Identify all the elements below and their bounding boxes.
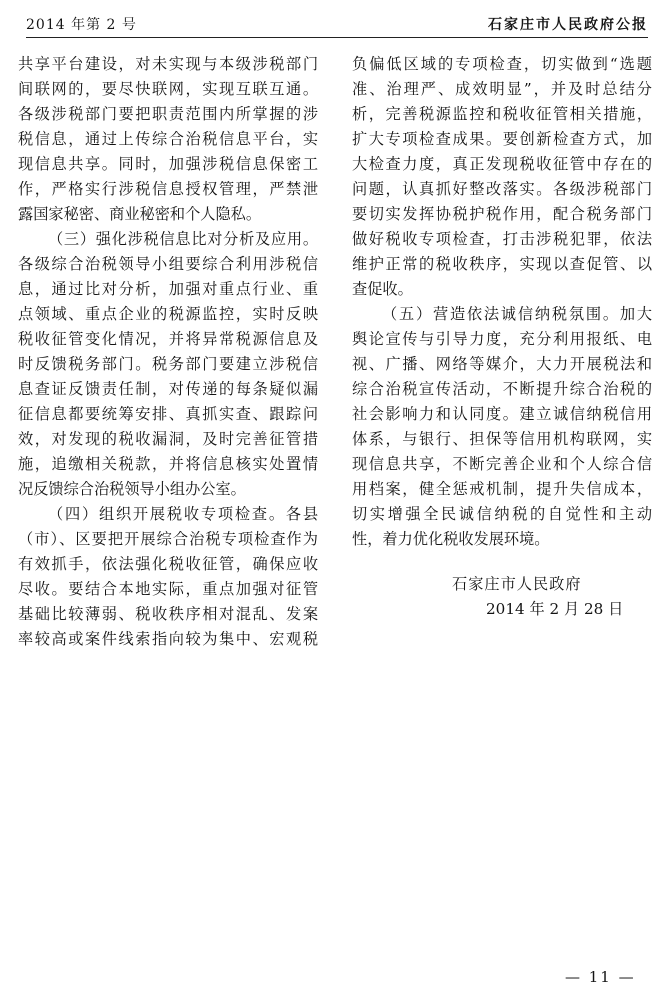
text-line: 综合治税宣传活动，不断提升综合治税的	[352, 380, 652, 398]
page-header	[26, 12, 648, 36]
section-heading-3: （三）强化涉税信息比对分析及应用。	[48, 230, 318, 248]
text-line: （市）、区要把开展综合治税专项检查作为	[18, 530, 318, 548]
text-line: 基础比较薄弱、税收秩序相对混乱、发案	[18, 605, 318, 623]
text-line: 时反馈税务部门。税务部门要建立涉税信	[18, 355, 318, 373]
text-line: 率较高或案件线索指向较为集中、宏观税	[18, 630, 318, 648]
text-line: 各级综合治税领导小组要综合利用涉税信	[18, 255, 318, 273]
left-column	[18, 52, 318, 652]
text-line: 性，着力优化税收发展环境。	[352, 530, 550, 548]
text-line: 况反馈综合治税领导小组办公室。	[18, 480, 246, 498]
header-divider	[26, 37, 648, 38]
text-line: 征信息都要统筹安排、真抓实查、跟踪问	[18, 405, 318, 423]
text-line: 各级涉税部门要把职责范围内所掌握的涉	[18, 105, 318, 123]
section-heading-5: （五）营造依法诚信纳税氛围。加大	[382, 305, 652, 323]
text-line: 体系，与银行、担保等信用机构联网，实	[352, 430, 652, 448]
text-line: 息，通过比对分析，加强对重点行业、重	[18, 280, 318, 298]
text-line: 施，追缴相关税款，并将信息核实处置情	[18, 455, 318, 473]
issue-label: 2014 年第 2 号	[26, 17, 137, 33]
text-line: 现信息共享。同时，加强涉税信息保密工	[18, 155, 318, 173]
signature-date: 2014 年 2 月 28 日	[486, 600, 624, 618]
text-line: 作，严格实行涉税信息授权管理，严禁泄	[18, 180, 318, 198]
text-line: 用档案，健全惩戒机制，提升失信成本，	[352, 480, 652, 498]
text-line: 露国家秘密、商业秘密和个人隐私。	[18, 205, 261, 223]
signature-organization: 石家庄市人民政府	[452, 575, 582, 593]
text-line: 税信息，通过上传综合治税信息平台，实	[18, 130, 318, 148]
text-line: 要切实发挥协税护税作用，配合税务部门	[352, 205, 652, 223]
text-line: 负偏低区域的专项检查，切实做到“选题	[352, 55, 652, 73]
page-number: — 11 —	[565, 968, 636, 986]
text-line: 准、治理严、成效明显”，并及时总结分	[352, 80, 652, 98]
text-line: 尽收。要结合本地实际，重点加强对征管	[18, 580, 318, 598]
text-line: 舆论宣传与引导力度，充分利用报纸、电	[352, 330, 652, 348]
text-line: 共享平台建设，对未实现与本级涉税部门	[18, 55, 318, 73]
text-line: 社会影响力和认同度。建立诚信纳税信用	[352, 405, 652, 423]
text-line: 现信息共享，不断完善企业和个人综合信	[352, 455, 652, 473]
text-line: 有效抓手，依法强化税收征管，确保应收	[18, 555, 318, 573]
text-line: 扩大专项检查成果。要创新检查方式，加	[352, 130, 652, 148]
signature-block	[452, 572, 623, 622]
right-column	[352, 52, 652, 552]
text-line: 维护正常的税收秩序，实现以查促管、以	[352, 255, 652, 273]
text-line: 切实增强全民诚信纳税的自觉性和主动	[352, 505, 652, 523]
text-line: 查促收。	[352, 280, 413, 298]
text-line: 间联网的，要尽快联网，实现互联互通。	[18, 80, 318, 98]
text-line: 点领域、重点企业的税源监控，实时反映	[18, 305, 318, 323]
text-line: 析，完善税源监控和税收征管相关措施，	[352, 105, 652, 123]
text-line: 效，对发现的税收漏洞，及时完善征管措	[18, 430, 318, 448]
text-line: 做好税收专项检查，打击涉税犯罪，依法	[352, 230, 652, 248]
text-line: 税收征管变化情况，并将异常税源信息及	[18, 330, 318, 348]
text-line: 问题，认真抓好整改落实。各级涉税部门	[352, 180, 652, 198]
publication-title: 石家庄市人民政府公报	[488, 17, 648, 33]
section-heading-4: （四）组织开展税收专项检查。各县	[48, 505, 318, 523]
text-line: 大检查力度，真正发现税收征管中存在的	[352, 155, 652, 173]
text-line: 息查证反馈责任制，对传递的每条疑似漏	[18, 380, 318, 398]
text-line: 视、广播、网络等媒介，大力开展税法和	[352, 355, 652, 373]
